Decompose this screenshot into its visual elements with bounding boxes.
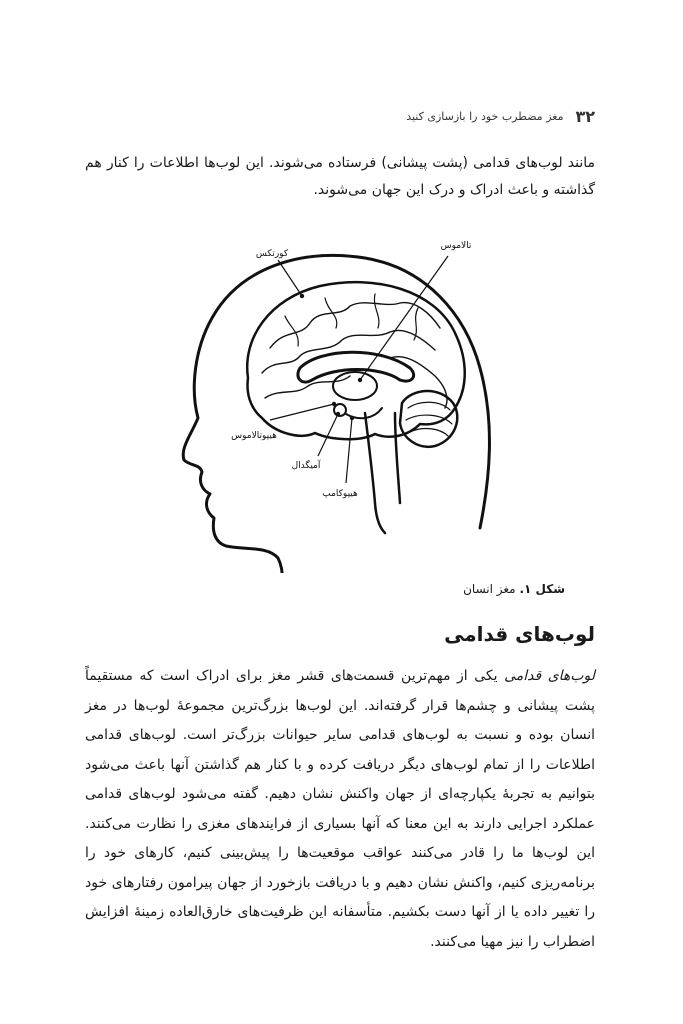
caption-text: مغز انسان <box>463 582 516 596</box>
brain-illustration <box>150 228 520 573</box>
amygdala-label: آمیگدال <box>291 461 321 471</box>
intro-paragraph: مانند لوب‌های قدامی (پشت پیشانی) فرستاده می‌شوند. این لوب‌ها اطلاعات را کنار هم گذاشته و باعث ادراک و درک این جهان می‌شوند. <box>85 155 595 198</box>
caption-number: شکل ۱. <box>519 582 565 596</box>
hippocampus-pointer <box>346 418 352 483</box>
thalamus-shape <box>333 372 377 400</box>
section-paragraph-text: یکی از مهم‌ترین قسمت‌های قشر مغز برای ادراک است که مستقیماً پشت پیشانی و چشم‌ها قرار گرفته‌اند. این لوب‌ها بزرگ‌ترین مجموعهٔ لوب‌ها در مغز انسان بوده و نسبت به لوب‌های قدامی سایر حیوانات بزرگ‌تر است. لوب‌های قدامی اطلاعات را از تمام لوب‌های دیگر دریافت کرده و با کنار هم گذاشتن آنها باعث می‌شود بتوانیم به تجربهٔ یکپارچه‌ای از جهان واکنش نشان دهیم. گفته می‌شود لوب‌های قدامی عملکرد اجرایی دارند به این معنا که آنها بسیاری از فرایندهای مغزی را نظارت می‌کنند. این لوب‌ها ما را قادر می‌کنند عواقب موقعیت‌ها را پیش‌بینی کنیم، کارهای خود را برنامه‌ریزی کنیم، واکنش نشان دهیم و با دریافت بازخورد از جهان پیرامون رفتارهای خود را تغییر داده یا از آنها دست بکشیم. متأسفانه این ظرفیت‌های خارق‌العاده زمینهٔ افزایش اضطراب را نیز مهیا می‌کنند. <box>85 668 595 950</box>
cortex-label: کورتکس <box>255 249 289 259</box>
lead-term: لوب‌های قدامی <box>504 668 595 684</box>
hypothalamus-label: هیپوتالاموس <box>231 431 277 441</box>
hippocampus-label: هیپوکامپ <box>322 489 358 499</box>
section-paragraph <box>85 662 595 957</box>
hypothalamus-pointer <box>270 404 334 420</box>
section-title: لوب‌های قدامی <box>444 622 595 646</box>
running-header <box>85 104 595 128</box>
thalamus-label: تالاموس <box>440 241 472 251</box>
running-title: مغز مضطرب خود را بازسازی کنید <box>406 109 564 123</box>
brainstem <box>365 413 400 533</box>
brain-figure <box>150 228 520 573</box>
thalamus-pointer <box>360 256 448 380</box>
page-number: ۳۲ <box>575 106 595 126</box>
figure-caption <box>463 582 565 596</box>
cortex-pointer <box>278 260 302 296</box>
